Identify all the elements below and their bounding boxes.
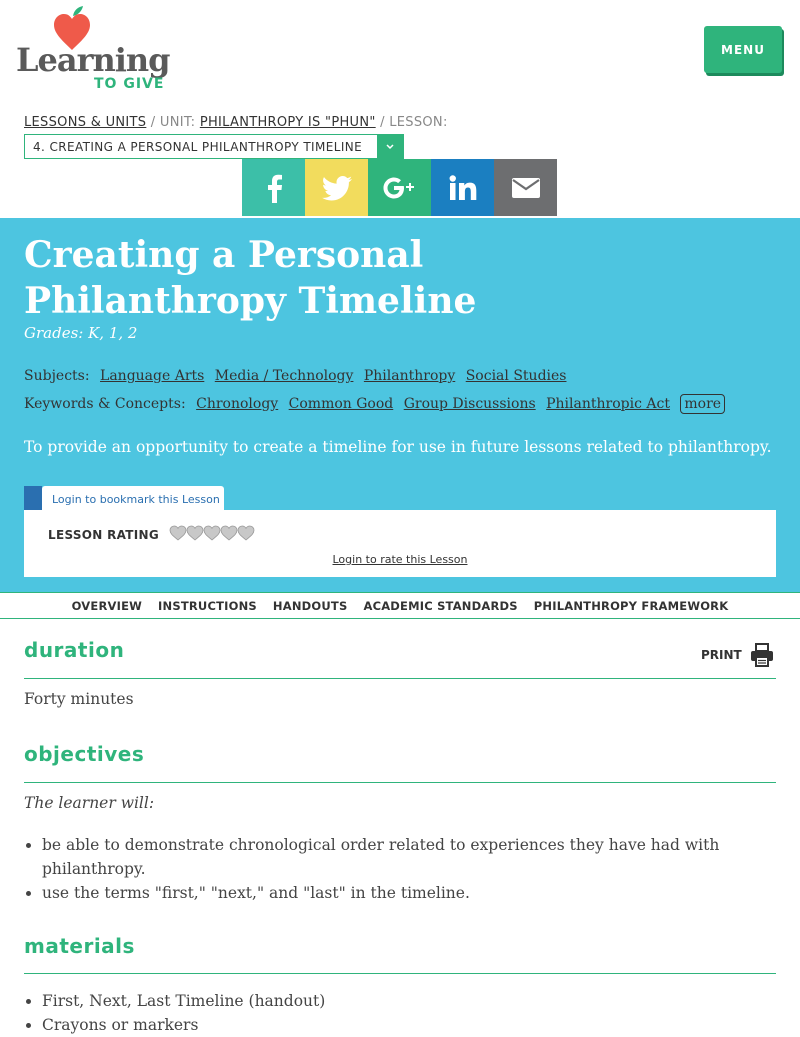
breadcrumb — [24, 115, 448, 130]
facebook-icon — [265, 173, 283, 203]
keywords-row — [24, 394, 725, 414]
tab-instructions[interactable]: INSTRUCTIONS — [158, 598, 257, 613]
lesson-title: Creating a Personal Philanthropy Timeline — [24, 234, 477, 322]
lesson-rating-box — [24, 510, 776, 577]
learning-to-give-logo[interactable] — [16, 6, 176, 90]
facebook-share-button[interactable] — [242, 159, 305, 216]
list-item: use the terms "first," "next," and "last" in the timeline. — [24, 881, 744, 905]
section-divider — [24, 678, 776, 679]
breadcrumb-unit-prefix: / UNIT: — [150, 115, 196, 130]
linkedin-share-button[interactable] — [431, 159, 494, 216]
menu-button[interactable]: MENU — [704, 26, 782, 73]
lesson-rating-label: LESSON RATING — [48, 528, 160, 542]
linkedin-icon — [449, 175, 477, 201]
bookmark-login-link[interactable]: Login to bookmark this Lesson — [42, 486, 224, 512]
objectives-list — [24, 833, 744, 905]
objectives-heading: objectives — [24, 742, 145, 766]
list-item: Crayons or markers — [24, 1013, 744, 1037]
lesson-purpose: To provide an opportunity to create a timeline for use in future lessons related to philanthropy. — [24, 438, 772, 456]
list-item: First, Next, Last Timeline (handout) — [24, 989, 744, 1013]
heart-rating-icon — [204, 526, 220, 540]
rate-login-link[interactable]: Login to rate this Lesson — [332, 553, 468, 566]
tab-philanthropy-framework[interactable]: PHILANTHROPY FRAMEWORK — [533, 598, 729, 613]
objectives-intro: The learner will: — [24, 794, 155, 812]
more-keywords-button[interactable]: more — [680, 394, 725, 414]
email-share-button[interactable] — [494, 159, 557, 216]
tab-academic-standards[interactable]: ACADEMIC STANDARDS — [363, 598, 518, 613]
print-label: PRINT — [701, 648, 742, 662]
lesson-select[interactable] — [24, 134, 404, 159]
rating-hearts — [170, 526, 254, 540]
heart-rating-icon — [170, 526, 186, 540]
logo-wordmark: Learning — [16, 41, 170, 79]
subject-link[interactable]: Language Arts — [100, 368, 205, 384]
share-bar — [242, 159, 557, 216]
duration-text: Forty minutes — [24, 690, 134, 708]
chevron-down-icon[interactable] — [377, 135, 403, 158]
materials-list — [24, 989, 744, 1037]
subject-link[interactable]: Social Studies — [465, 368, 567, 384]
twitter-share-button[interactable] — [305, 159, 368, 216]
duration-heading: duration — [24, 638, 125, 662]
keyword-link[interactable]: Group Discussions — [403, 396, 536, 412]
lesson-select-value: 4. CREATING A PERSONAL PHILANTHROPY TIMELINE — [33, 139, 363, 154]
lesson-grades: Grades: K, 1, 2 — [24, 324, 138, 342]
print-button[interactable] — [701, 643, 774, 667]
tab-overview[interactable]: OVERVIEW — [71, 598, 143, 613]
keyword-link[interactable]: Common Good — [288, 396, 394, 412]
section-divider — [24, 782, 776, 783]
subjects-row — [24, 368, 566, 384]
tab-handouts[interactable]: HANDOUTS — [272, 598, 348, 613]
printer-icon — [750, 643, 774, 667]
subjects-label: Subjects: — [24, 368, 90, 384]
lesson-section-tabs — [0, 592, 800, 619]
logo-tagline: TO GIVE — [94, 76, 165, 92]
materials-heading: materials — [24, 934, 135, 958]
keyword-link[interactable]: Chronology — [196, 396, 279, 412]
site-header — [0, 0, 800, 112]
breadcrumb-lesson-prefix: / LESSON: — [380, 115, 448, 130]
keywords-label: Keywords & Concepts: — [24, 396, 186, 412]
twitter-icon — [322, 176, 352, 200]
subject-link[interactable]: Media / Technology — [214, 368, 354, 384]
heart-rating-icon — [221, 526, 237, 540]
lesson-hero — [0, 218, 800, 592]
list-item: be able to demonstrate chronological order related to experiences they have had with philanthropy. — [24, 833, 744, 881]
subject-link[interactable]: Philanthropy — [363, 368, 456, 384]
heart-rating-icon — [238, 526, 254, 540]
section-divider — [24, 973, 776, 974]
email-icon — [512, 178, 540, 198]
keyword-link[interactable]: Philanthropic Act — [546, 396, 670, 412]
breadcrumb-unit-link[interactable]: PHILANTHROPY IS "PHUN" — [199, 115, 376, 130]
breadcrumb-lessons-units-link[interactable]: LESSONS & UNITS — [24, 115, 147, 130]
google-plus-share-button[interactable] — [368, 159, 431, 216]
google-plus-icon — [384, 177, 416, 199]
heart-rating-icon — [187, 526, 203, 540]
